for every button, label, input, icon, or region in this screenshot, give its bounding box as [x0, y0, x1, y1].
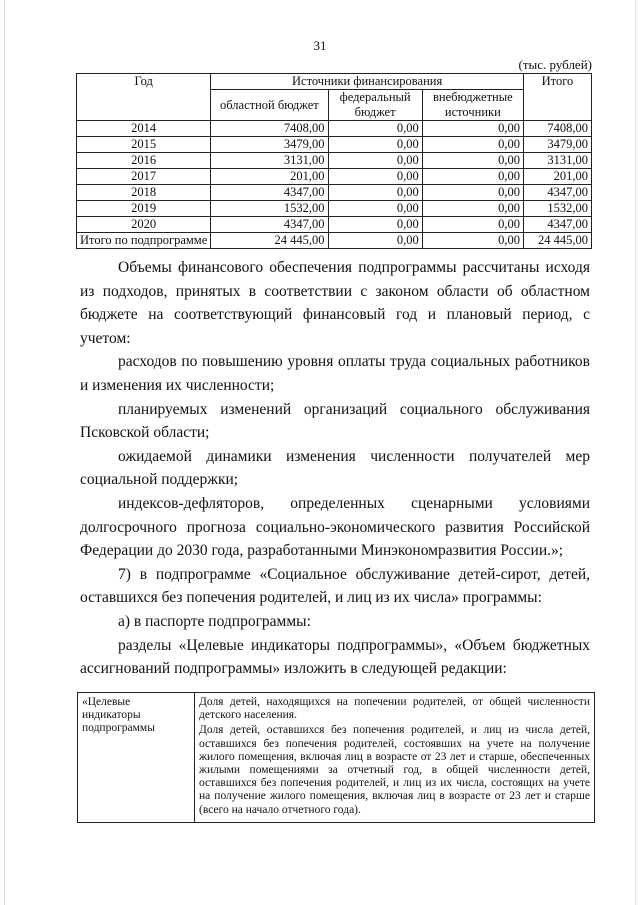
- scan-edge-right: [635, 0, 636, 905]
- cell-federal: 0,00: [328, 169, 422, 185]
- paragraph-organization-changes: планируемых изменений организаций социального обслуживания Псковской области;: [80, 400, 590, 442]
- cell-year: 2016: [77, 153, 211, 169]
- cell-extra: 0,00: [422, 137, 523, 153]
- indicator-2: Доля детей, оставшихся без попечения родителей, и лиц из числа детей, оставшихся без попечения родителей, состоявших на учете на получение жилого помещения, включая лиц в возрасте от 23 лет и старше, обеспеченных жилыми помещениями за отчетный год, в общей численности детей, оставшихся без попечения родителей, и лиц из их числа, состоящих на учете на получение жилого помещения, включая лиц в возрасте от 23 лет и старше (всего на начало отчетного года).: [199, 724, 590, 816]
- paragraph-recipients-dynamics: ожидаемой динамики изменения численности получателей мер социальной поддержки;: [80, 447, 590, 489]
- cell-federal: 0,00: [328, 201, 422, 217]
- indicator-1: Доля детей, находящихся на попечении родителей, от общей численности детского населения.: [199, 696, 590, 722]
- cell-year: Итого по подпрограмме: [77, 233, 211, 249]
- page-number: 31: [313, 38, 327, 53]
- paragraph-deflator-indices: индексов-дефляторов, определенных сценарными условиями долгосрочного прогноза социально-экономического развития Российской Федерации до 2030 года, разработанными Минэкономразвития России.»;: [80, 494, 590, 560]
- body-text: [80, 256, 590, 681]
- cell-extra: 0,00: [422, 153, 523, 169]
- table-row: [77, 217, 592, 233]
- cell-regional: 201,00: [211, 169, 328, 185]
- financing-table: [76, 73, 592, 249]
- table-row: [77, 121, 592, 137]
- cell-regional: 3131,00: [211, 153, 328, 169]
- cell-year: 2017: [77, 169, 211, 185]
- cell-regional: 1532,00: [211, 201, 328, 217]
- cell-year: 2019: [77, 201, 211, 217]
- cell-extra: 0,00: [422, 121, 523, 137]
- cell-regional: 4347,00: [211, 185, 328, 201]
- cell-federal: 0,00: [328, 137, 422, 153]
- passport-label: «Целевые индикаторы подпрограммы: [78, 693, 195, 823]
- cell-year: 2020: [77, 217, 211, 233]
- cell-federal: 0,00: [328, 233, 422, 249]
- cell-total: 4347,00: [523, 217, 591, 233]
- cell-federal: 0,00: [328, 153, 422, 169]
- scan-edge-left: [4, 0, 5, 905]
- paragraph-financing-volumes: Объемы финансового обеспечения подпрограммы рассчитаны исходя из подходов, принятых в соответствии с законом области об областном бюджете на соответствующий финансовый год и плановый период, с учетом:: [80, 259, 590, 347]
- cell-total: 3479,00: [523, 137, 591, 153]
- cell-federal: 0,00: [328, 217, 422, 233]
- paragraph-wage-costs: расходов по повышению уровня оплаты труда социальных работников и изменения их численности;: [80, 353, 590, 394]
- cell-federal: 0,00: [328, 121, 422, 137]
- cell-total: 201,00: [523, 169, 591, 185]
- header-sources: Источники финансирования: [211, 74, 524, 90]
- header-regional: областной бюджет: [211, 90, 328, 121]
- cell-extra: 0,00: [422, 201, 523, 217]
- passport-indicators: [195, 693, 595, 823]
- table-row: [78, 693, 595, 823]
- header-total: Итого: [523, 74, 591, 121]
- passport-table: [77, 692, 595, 823]
- cell-regional: 24 445,00: [211, 233, 328, 249]
- cell-regional: 7408,00: [211, 121, 328, 137]
- cell-year: 2015: [77, 137, 211, 153]
- cell-year: 2014: [77, 121, 211, 137]
- cell-total: 7408,00: [523, 121, 591, 137]
- paragraph-sections-edit: разделы «Целевые индикаторы подпрограммы», «Объем бюджетных ассигнований подпрограммы» изложить в следующей редакции:: [80, 636, 590, 678]
- header-year: Год: [77, 74, 211, 121]
- table-total-row: [77, 233, 592, 249]
- cell-total: 24 445,00: [523, 233, 591, 249]
- cell-total: 1532,00: [523, 201, 591, 217]
- cell-total: 4347,00: [523, 185, 591, 201]
- table-row: [77, 201, 592, 217]
- paragraph-item-a: а) в паспорте подпрограммы:: [118, 612, 311, 630]
- cell-regional: 4347,00: [211, 217, 328, 233]
- header-extra: внебюджетные источники: [422, 90, 523, 121]
- cell-year: 2018: [77, 185, 211, 201]
- table-row: [77, 137, 592, 153]
- table-row: [77, 169, 592, 185]
- cell-extra: 0,00: [422, 169, 523, 185]
- unit-note: (тыс. рублей): [518, 57, 592, 72]
- paragraph-item-7: 7) в подпрограмме «Социальное обслуживание детей-сирот, детей, оставшихся без попечения родителей, и лиц из их числа» программы:: [80, 565, 590, 607]
- cell-total: 3131,00: [523, 153, 591, 169]
- table-row: [77, 185, 592, 201]
- cell-federal: 0,00: [328, 185, 422, 201]
- cell-extra: 0,00: [422, 185, 523, 201]
- cell-extra: 0,00: [422, 233, 523, 249]
- cell-regional: 3479,00: [211, 137, 328, 153]
- header-federal: федеральный бюджет: [328, 90, 422, 121]
- cell-extra: 0,00: [422, 217, 523, 233]
- table-row: [77, 153, 592, 169]
